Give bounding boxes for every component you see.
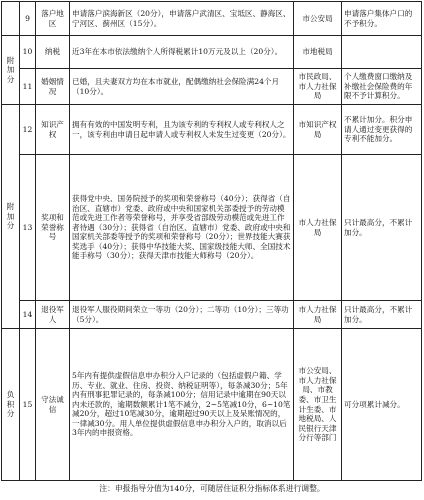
- responsible-dept: 市公安局: [294, 2, 342, 36]
- remark: [342, 36, 422, 69]
- remark: 个人缴费窗口缴纳及补缴社会保险费的年限不予计算积分。: [342, 69, 422, 105]
- row-number: 15: [20, 329, 36, 481]
- category-cell-empty: [2, 2, 20, 36]
- item-name: 纳税: [36, 36, 70, 69]
- remark: 不累计加分。积分申请人通过变更获得的专利不能加分。: [342, 105, 422, 155]
- item-name: 退役军人: [36, 301, 70, 329]
- responsible-dept: 市地税局: [294, 36, 342, 69]
- table-row: [2, 301, 422, 329]
- scoring-standard: 近3年在本市依法缴纳个人所得税累计10万元及以上（20分）。: [70, 36, 294, 69]
- remark: 可分项累计减分。: [342, 329, 422, 481]
- row-number: 13: [20, 155, 36, 301]
- footnote: 注：申报指导分值为140分，可随居住证积分指标体系进行调整。: [99, 484, 325, 493]
- remark: 申请落户集体户口的不予积分。: [342, 2, 422, 36]
- responsible-dept: 市民政局、市人力社保局: [294, 69, 342, 105]
- scoring-standard: 申请落户滨海新区（20分），申请落户武清区、宝坻区、静海区、宁河区、蓟州区（15分）。: [70, 2, 294, 36]
- remark: 只计最高分，不累计加分。: [342, 301, 422, 329]
- category-label: 负积分: [6, 390, 15, 419]
- scoring-standard: 拥有有效的中国发明专利，且为该专利的专利权人或专利权人之一，该专利由申请日起申请人或专利权人未发生过变更（20分）。: [70, 105, 294, 155]
- row-number: 14: [20, 301, 36, 329]
- category-label: 附加分: [6, 55, 15, 84]
- category-cell: [2, 329, 20, 481]
- table-row: [2, 155, 422, 301]
- table-row: [2, 69, 422, 105]
- table-row: [2, 105, 422, 155]
- table-row: [2, 329, 422, 481]
- responsible-dept: 市知识产权局: [294, 105, 342, 155]
- item-name: 奖项和荣誉称号: [36, 155, 70, 301]
- responsible-dept: 市公安局、市人力社保局、市教委、市卫生计生委、市地税局、人民银行天津分行等部门: [294, 329, 342, 481]
- row-number: 9: [20, 2, 36, 36]
- responsible-dept: 市人力社保局: [294, 301, 342, 329]
- category-label: 附加分: [6, 202, 15, 231]
- scoring-standard: 已婚，且夫妻双方均在本市就业，配偶缴纳社会保险满24个月（10分）。: [70, 69, 294, 105]
- points-table: [1, 1, 422, 481]
- scoring-standard: 获得党中央、国务院授予的奖项和荣誉称号（40分）；获得省（自治区、直辖市）党委、政府或中央和国家机关部委授予的劳动模范或先进工作者等荣誉称号，并享受省部级劳动模范或先进工作者待遇（30分）；获得省（自治区、直辖市）党委、政府或中央和国家机关部委等授予的奖项和荣誉称号（20分）；世界技能大赛获奖选手（40分）；获得中华技能大奖、国家级技能大师、全国技术能手称号（30分）；获得天津市技能大师称号（20分）。: [70, 155, 294, 301]
- table-row: [2, 36, 422, 69]
- category-cell: [2, 36, 20, 105]
- remark: 只计最高分，不累计加分。: [342, 155, 422, 301]
- item-name: 知识产权: [36, 105, 70, 155]
- row-number: 12: [20, 105, 36, 155]
- scoring-standard: 退役军人服役期间荣立一等功（20分）；二等功（10分）；三等功（5分）。: [70, 301, 294, 329]
- responsible-dept: 市人力社保局: [294, 155, 342, 301]
- row-number: 11: [20, 69, 36, 105]
- table-row: [2, 2, 422, 36]
- item-name: 守法诚信: [36, 329, 70, 481]
- scoring-standard: 5年内有提供虚假信息申办积分入户记录的（包括虚假户籍、学历、专业、就业、住房、投资、纳税证明等），每条减30分；5年内有刑事犯罪记录的，每条减100分；信用记录中逾期在90天以内未还款的，逾期数额累计1笔不减分，2~5笔减10分，6~10笔减20分，超过10笔减30分，逾期超过90天以上及呆账情况的，一律减30分。用人单位提供虚假信息申办积分入户的，取消以后3年内的申报资格。: [70, 329, 294, 481]
- item-name: 婚姻情况: [36, 69, 70, 105]
- item-name: 落户地区: [36, 2, 70, 36]
- category-cell: [2, 105, 20, 329]
- row-number: 10: [20, 36, 36, 69]
